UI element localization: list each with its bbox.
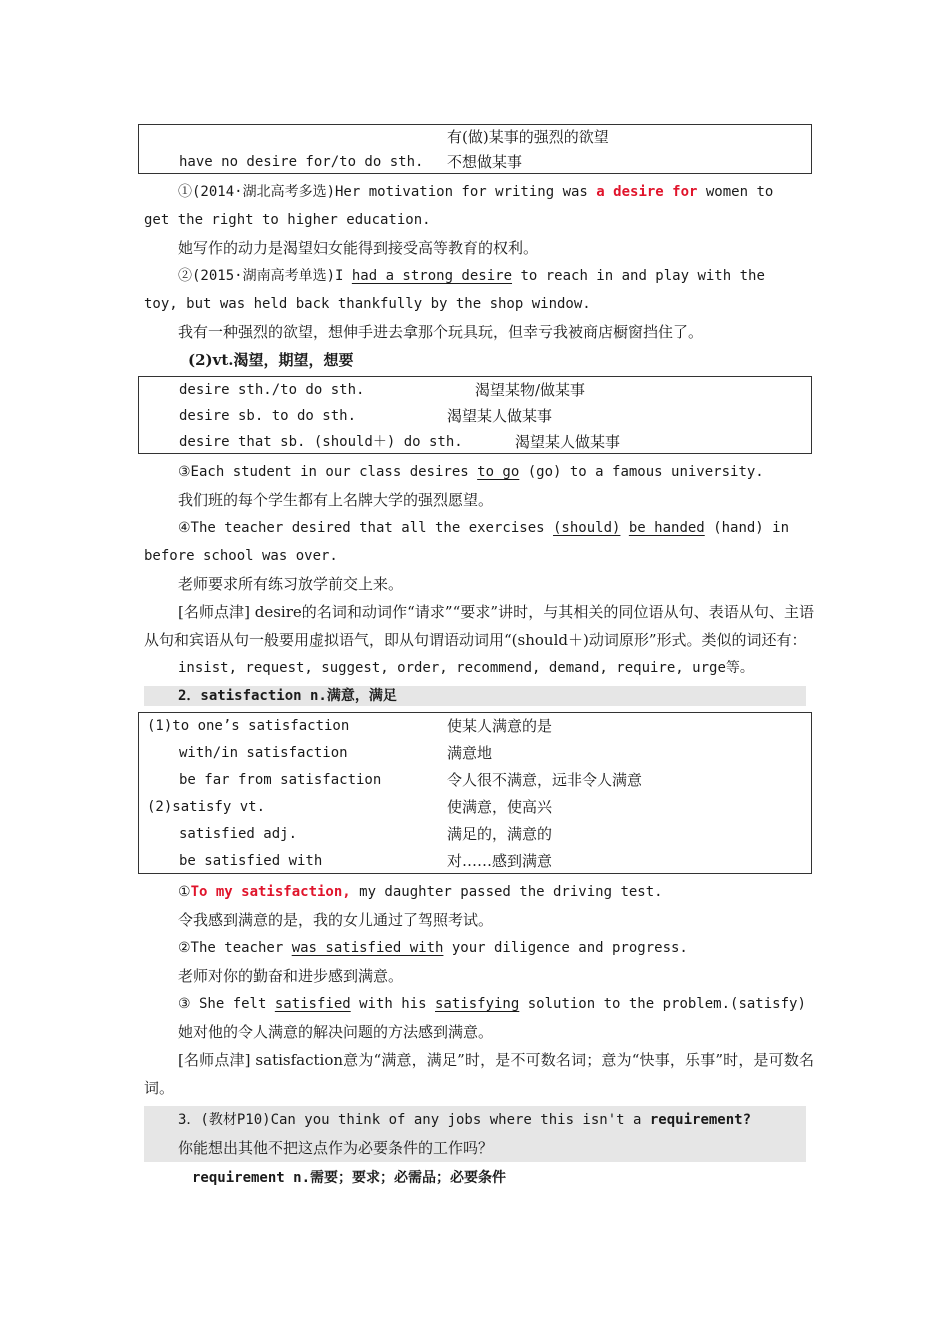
sentence-text: (hand) in bbox=[704, 520, 790, 536]
sentence-text: ②The teacher bbox=[178, 940, 292, 956]
example-sentence-3 bbox=[144, 458, 814, 486]
table-row bbox=[139, 403, 811, 429]
answer-underline: be handed bbox=[628, 520, 705, 536]
sentence-text: ②(2015·湖南高考单选)I bbox=[178, 268, 352, 284]
phrase-english: desire sth./to do sth. bbox=[179, 382, 365, 398]
desire-noun-phrase-table bbox=[138, 124, 812, 174]
phrase-meaning: 令人很不满意，远非令人满意 bbox=[447, 771, 643, 789]
table-row bbox=[139, 821, 811, 848]
table-row bbox=[139, 149, 811, 175]
phrase-english: (1)to one’s satisfaction bbox=[147, 718, 350, 734]
sentence-text: 3．(教材P10)Can you think of any jobs where this isn't a bbox=[178, 1112, 650, 1128]
requirement-definition: requirement n.需要；要求；必需品；必要条件 bbox=[192, 1170, 507, 1186]
answer-underline: (should) bbox=[553, 520, 621, 536]
phrase-meaning: 使某人满意的是 bbox=[447, 717, 553, 735]
sentence-text: ④The teacher desired that all the exercises bbox=[178, 520, 553, 536]
phrase-english: (2)satisfy vt. bbox=[147, 799, 266, 815]
sentence-text: with his bbox=[350, 996, 435, 1012]
phrase-english: have no desire for/to do sth. bbox=[179, 154, 424, 170]
keyword: requirement? bbox=[649, 1112, 752, 1128]
phrase-meaning: 对……感到满意 bbox=[447, 852, 553, 870]
sentence-text: women to bbox=[697, 184, 774, 200]
example-translation-1: 她写作的动力是渴望妇女能得到接受高等教育的权利。 bbox=[178, 239, 539, 257]
document-page bbox=[144, 124, 814, 1192]
answer-underline: had a strong desire bbox=[351, 268, 513, 284]
satisfaction-phrase-table bbox=[138, 712, 812, 874]
phrase-english: desire that sb. (should＋) do sth. bbox=[179, 434, 463, 450]
table-row bbox=[139, 429, 811, 455]
table-row bbox=[139, 767, 811, 794]
sentence-text: to reach in and play with the bbox=[512, 268, 765, 284]
example-translation-4: 老师要求所有练习放学前交上来。 bbox=[178, 575, 404, 593]
example-sentence-2 bbox=[144, 262, 814, 290]
sentence-text: ③ She felt bbox=[178, 996, 275, 1012]
table-row bbox=[139, 794, 811, 821]
example-translation-3: 我们班的每个学生都有上名牌大学的强烈愿望。 bbox=[178, 491, 494, 509]
textbook-question bbox=[144, 1106, 806, 1134]
table-row bbox=[139, 377, 811, 403]
sentence-text: solution to the problem.(satisfy) bbox=[519, 996, 806, 1012]
example-sentence-4-cont: before school was over. bbox=[144, 548, 338, 564]
highlighted-phrase: To my satisfaction, bbox=[190, 884, 351, 900]
phrase-english: desire sb. to do sth. bbox=[179, 408, 357, 424]
table-row bbox=[139, 713, 811, 740]
phrase-meaning: 有(做)某事的强烈的欲望 bbox=[447, 128, 609, 146]
phrase-english: be satisfied with bbox=[179, 853, 323, 869]
answer-underline: to go bbox=[477, 464, 520, 480]
sentence-text: my daughter passed the driving test. bbox=[350, 884, 663, 900]
sentence-text: your diligence and progress. bbox=[443, 940, 688, 956]
phrase-meaning: 满意地 bbox=[447, 744, 493, 762]
textbook-question-translation: 你能想出其他不把这点作为必要条件的工作吗？ bbox=[178, 1139, 494, 1157]
teacher-note-2: [名师点津] satisfaction意为“满意，满足”时，是不可数名词；意为“快事，乐事”时，是可数名词。 bbox=[144, 1051, 814, 1097]
example-translation-6: 老师对你的勤奋和进步感到满意。 bbox=[178, 967, 404, 985]
sentence-text: ①(2014·湖北高考多选)Her motivation for writing was bbox=[178, 184, 597, 200]
phrase-meaning: 渴望某人做某事 bbox=[515, 433, 621, 451]
example-sentence-6 bbox=[144, 934, 814, 962]
teacher-note-1: [名师点津] desire的名词和动词作“请求”“要求”讲时，与其相关的同位语从句、表语从句、主语从句和宾语从句一般要用虚拟语气，即从句谓语动词用“(should＋)动词原形”形式。类似的词还有： bbox=[144, 603, 814, 649]
example-translation-5: 令我感到满意的是，我的女儿通过了驾照考试。 bbox=[178, 911, 494, 929]
subsection-title: (2)vt.渴望，期望，想要 bbox=[188, 351, 354, 369]
sentence-text: ① bbox=[178, 884, 191, 900]
highlighted-phrase: a desire for bbox=[596, 184, 698, 200]
phrase-meaning: 不想做某事 bbox=[447, 153, 523, 171]
desire-verb-phrase-table bbox=[138, 376, 812, 454]
example-sentence-7 bbox=[144, 990, 814, 1018]
section-title-satisfaction: 2．satisfaction n.满意，满足 bbox=[144, 686, 806, 706]
section-3-block bbox=[144, 1106, 806, 1162]
similar-words: insist, request, suggest, order, recommend, demand, require, urge等。 bbox=[178, 660, 754, 676]
answer-underline: satisfying bbox=[435, 996, 520, 1012]
phrase-english: satisfied adj. bbox=[179, 826, 298, 842]
phrase-english: with/in satisfaction bbox=[179, 745, 348, 761]
example-sentence-1-cont: get the right to higher education. bbox=[144, 212, 431, 228]
sentence-text: ③Each student in our class desires bbox=[178, 464, 478, 480]
phrase-meaning: 渴望某物/做某事 bbox=[475, 381, 586, 399]
example-sentence-2-cont: toy, but was held back thankfully by the shop window. bbox=[144, 296, 591, 312]
table-row bbox=[139, 848, 811, 875]
phrase-english: be far from satisfaction bbox=[179, 772, 382, 788]
table-row bbox=[139, 125, 811, 149]
example-translation-7: 她对他的令人满意的解决问题的方法感到满意。 bbox=[178, 1023, 494, 1041]
phrase-meaning: 满足的，满意的 bbox=[447, 825, 553, 843]
example-translation-2: 我有一种强烈的欲望，想伸手进去拿那个玩具玩，但幸亏我被商店橱窗挡住了。 bbox=[178, 323, 704, 341]
example-sentence-5 bbox=[144, 878, 814, 906]
example-sentence-1 bbox=[144, 178, 814, 206]
answer-underline: satisfied bbox=[274, 996, 351, 1012]
answer-underline: was satisfied with bbox=[291, 940, 444, 956]
example-sentence-4 bbox=[144, 514, 814, 542]
phrase-meaning: 渴望某人做某事 bbox=[447, 407, 553, 425]
sentence-text: (go) to a famous university. bbox=[519, 464, 764, 480]
phrase-meaning: 使满意，使高兴 bbox=[447, 798, 553, 816]
table-row bbox=[139, 740, 811, 767]
